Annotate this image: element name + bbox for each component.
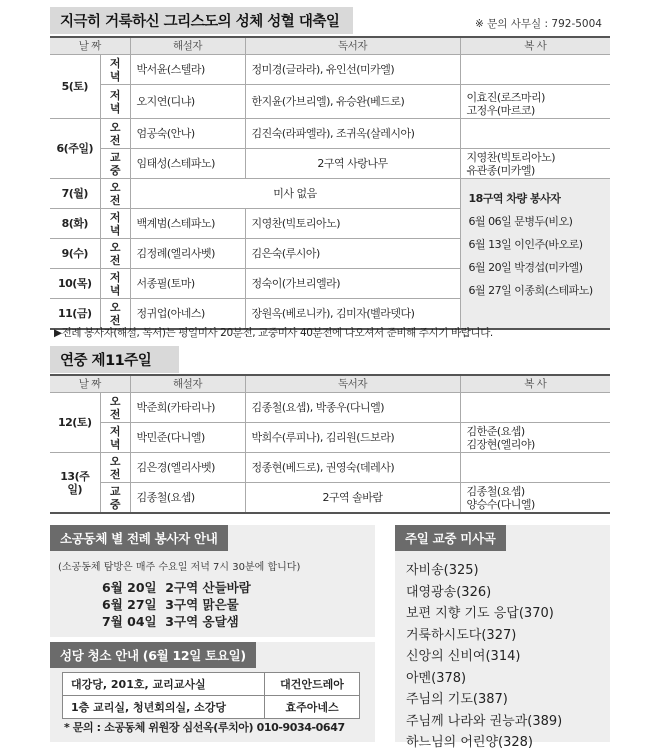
no-mass-cell: 미사 없음 — [130, 179, 460, 209]
reader-cell: 정종현(베드로), 권영숙(데레사) — [245, 453, 460, 483]
reader-cell: 한지윤(가브리엘), 유승완(베드로) — [245, 85, 460, 119]
time-cell: 저녁 — [100, 55, 130, 85]
vehicle-item: 6월 06일 문병두(비오) — [468, 215, 573, 228]
table-row — [50, 149, 610, 179]
altar-cell — [460, 119, 610, 149]
commentator-cell: 엄공숙(안나) — [130, 119, 245, 149]
day-cell: 9(수) — [50, 239, 100, 269]
table-row — [50, 393, 610, 423]
mass-song-item: 하느님의 어린양(328) — [406, 735, 533, 750]
header-altar: 복 사 — [460, 375, 610, 393]
time-cell: 오전 — [100, 453, 130, 483]
altar-cell — [460, 393, 610, 423]
cleaning-team: 효주아네스 — [265, 696, 360, 719]
mass-song-item: 자비송(325) — [406, 563, 479, 578]
commentator-cell: 임태성(스테파노) — [130, 149, 245, 179]
reader-cell: 정숙이(가브리엘라) — [245, 269, 460, 299]
schedule-table-2 — [50, 374, 610, 514]
day-cell: 6(주일) — [50, 119, 100, 179]
time-cell: 오전 — [100, 179, 130, 209]
table-row — [63, 696, 360, 719]
table-header — [50, 37, 610, 55]
day-cell: 11(금) — [50, 299, 100, 330]
mass-song-item: 주님께 나라와 권능과(389) — [406, 713, 563, 729]
mass-song-item: 보편 지향 기도 응답(370) — [406, 606, 554, 621]
cleaning-table — [62, 672, 360, 719]
section2-title: 연중 제11주일 — [50, 346, 179, 373]
header-reader: 독서자 — [245, 375, 460, 393]
cleaning-area: 1층 교리실, 청년회의실, 소강당 — [63, 696, 265, 719]
header-commentator: 해설자 — [130, 37, 245, 55]
time-cell: 저녁 — [100, 423, 130, 453]
small-group-item: 6월 20일 2구역 산들바람 — [102, 580, 251, 595]
small-group-item: 7월 04일 3구역 옹달샘 — [102, 614, 239, 629]
table-row — [50, 483, 610, 514]
time-cell: 저녁 — [100, 269, 130, 299]
commentator-cell: 김종철(요셉) — [130, 483, 245, 514]
commentator-cell: 박준희(카타리나) — [130, 393, 245, 423]
time-cell: 교중 — [100, 149, 130, 179]
day-cell: 7(월) — [50, 179, 100, 209]
small-group-item: 6월 27일 3구역 맑은물 — [102, 597, 239, 612]
table-row — [63, 673, 360, 696]
commentator-cell: 박서윤(스텔라) — [130, 55, 245, 85]
vehicle-item: 6월 20일 박경섭(미카엘) — [468, 261, 583, 274]
day-cell: 5(토) — [50, 55, 100, 119]
commentator-cell: 박민준(다니엘) — [130, 423, 245, 453]
vehicle-volunteer-box — [460, 179, 610, 330]
commentator-cell: 김은경(엘리사벳) — [130, 453, 245, 483]
cleaning-title: 성당 청소 안내 (6월 12일 토요일) — [50, 642, 256, 668]
table-row — [50, 85, 610, 119]
reader-cell: 김진숙(라파엘라), 조귀옥(살레시아) — [245, 119, 460, 149]
time-cell: 오전 — [100, 239, 130, 269]
altar-cell — [460, 55, 610, 85]
schedule-table-1 — [50, 36, 610, 330]
header-date: 날 짜 — [50, 37, 130, 55]
volunteer-note: ▶전례 봉사자(해설, 독서)는 평일미사 20분전, 교중미사 40분전에 나오셔서 준비해 주시기 바랍니다. — [54, 327, 493, 339]
small-group-panel — [50, 525, 375, 637]
altar-cell: 김한준(요셉) 김장현(엘리야) — [460, 423, 610, 453]
table-row — [50, 119, 610, 149]
cleaning-area: 대강당, 201호, 교리교사실 — [63, 673, 265, 696]
header-altar: 복 사 — [460, 37, 610, 55]
time-cell: 교중 — [100, 483, 130, 514]
reader-cell: 장원옥(베로니카), 김미자(벨라뎃다) — [245, 299, 460, 330]
table-header — [50, 375, 610, 393]
header-reader: 독서자 — [245, 37, 460, 55]
section1-title: 지극히 거룩하신 그리스도의 성체 성혈 대축일 — [50, 7, 353, 34]
commentator-cell: 오지연(디냐) — [130, 85, 245, 119]
reader-cell: 지영찬(빅토리아노) — [245, 209, 460, 239]
office-contact: ※ 문의 사무실 : 792-5004 — [475, 18, 602, 30]
table-row — [50, 423, 610, 453]
time-cell: 오전 — [100, 393, 130, 423]
vehicle-item: 6월 27일 이종희(스테파노) — [468, 284, 593, 297]
time-cell: 오전 — [100, 119, 130, 149]
time-cell: 저녁 — [100, 209, 130, 239]
commentator-cell: 김정례(엘리사벳) — [130, 239, 245, 269]
cleaning-team: 대건안드레아 — [265, 673, 360, 696]
reader-cell: 2구역 사랑나무 — [245, 149, 460, 179]
mass-song-item: 주님의 기도(387) — [406, 692, 508, 707]
vehicle-title: 18구역 차량 봉사자 — [468, 192, 561, 205]
altar-cell: 이효진(로즈마리) 고정우(마르코) — [460, 85, 610, 119]
header-commentator: 해설자 — [130, 375, 245, 393]
mass-song-item: 신앙의 신비여(314) — [406, 649, 521, 664]
table-row — [50, 179, 610, 209]
table-row — [50, 55, 610, 85]
mass-song-item: 아멘(378) — [406, 670, 467, 686]
mass-song-item: 거룩하시도다(327) — [406, 627, 517, 643]
table-row — [50, 453, 610, 483]
mass-song-item: 대영광송(326) — [406, 584, 492, 600]
reader-cell: 박희수(루피나), 김리원(드보라) — [245, 423, 460, 453]
mass-songs-title: 주일 교중 미사곡 — [395, 525, 506, 551]
commentator-cell: 정귀업(아네스) — [130, 299, 245, 330]
time-cell: 저녁 — [100, 85, 130, 119]
small-group-title: 소공동체 별 전례 봉사자 안내 — [50, 525, 228, 551]
altar-cell — [460, 453, 610, 483]
time-cell: 오전 — [100, 299, 130, 330]
reader-cell: 김은숙(루시아) — [245, 239, 460, 269]
mass-songs-panel — [395, 525, 610, 750]
vehicle-item: 6월 13일 이인주(바오로) — [468, 238, 583, 251]
day-cell: 12(토) — [50, 393, 100, 453]
cleaning-contact: * 문의 : 소공동체 위원장 심선옥(루치아) 010-9034-0647 — [64, 721, 345, 734]
reader-cell: 김종철(요셉), 박종우(다니엘) — [245, 393, 460, 423]
reader-cell: 2구역 솔바람 — [245, 483, 460, 514]
altar-cell: 지영찬(빅토리아노) 유관종(미카엘) — [460, 149, 610, 179]
small-group-subtitle: (소공동체 탐방은 매주 수요일 저녁 7시 30분에 합니다) — [58, 562, 301, 573]
altar-cell: 김종철(요셉) 양승수(다니엘) — [460, 483, 610, 514]
commentator-cell: 백계범(스테파노) — [130, 209, 245, 239]
day-cell: 8(화) — [50, 209, 100, 239]
day-cell: 10(목) — [50, 269, 100, 299]
header-date: 날 짜 — [50, 375, 130, 393]
day-cell: 13(주일) — [50, 453, 100, 514]
commentator-cell: 서종필(토마) — [130, 269, 245, 299]
reader-cell: 정미경(글라라), 유인선(미카엘) — [245, 55, 460, 85]
mass-songs-list — [406, 560, 610, 754]
